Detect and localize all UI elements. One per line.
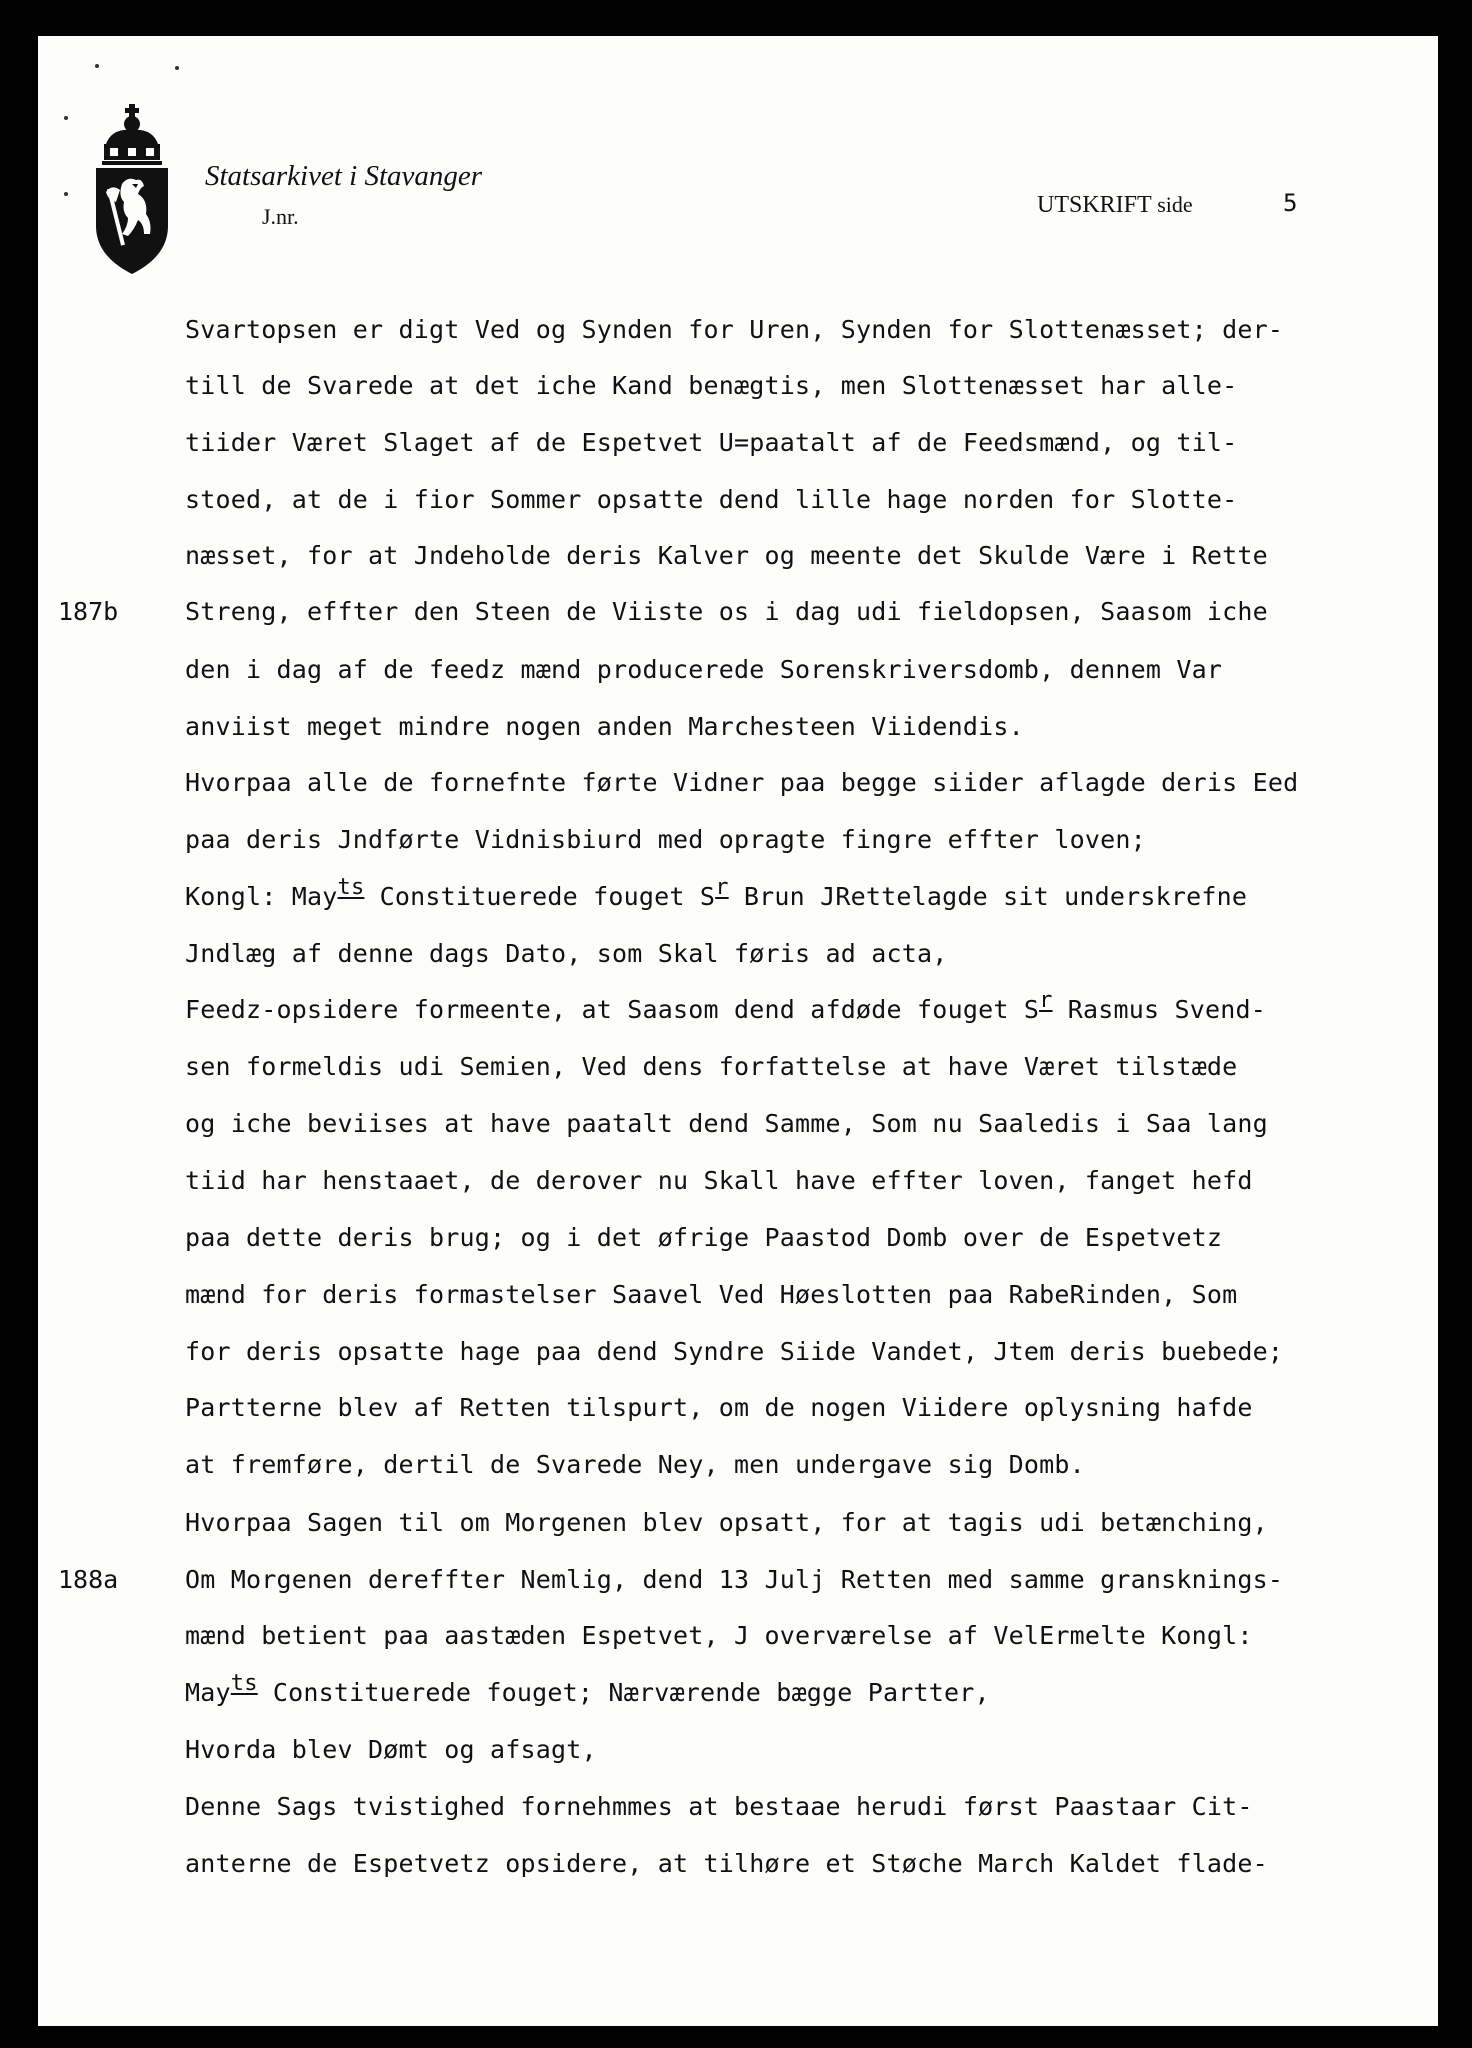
scan-speck (95, 64, 99, 68)
text-line (185, 1671, 990, 1710)
text-line: sen formeldis udi Semien, Ved dens forfattelse at have Været tilstæde (185, 1052, 1238, 1081)
text-line (185, 875, 1248, 914)
text-line: Streng, effter den Steen de Viiste os i dag udi fieldopsen, Saasom iche (185, 597, 1268, 626)
superscript-abbreviation: r (1039, 988, 1053, 1013)
text-fragment: Constituerede fouget; Nærværende bægge Partter, (257, 1678, 990, 1707)
text-line: Partterne blev af Retten tilspurt, om de nogen Viidere oplysning hafde (185, 1393, 1253, 1422)
margin-folio-note: 188a (58, 1565, 119, 1594)
text-line: den i dag af de feedz mænd producerede Sorenskriversdomb, dennem Var (185, 655, 1223, 684)
text-line: Svartopsen er digt Ved og Synden for Uren, Synden for Slottenæsset; der- (185, 315, 1284, 344)
extract-label (1037, 192, 1193, 219)
text-line: anviist meget mindre nogen anden Marchesteen Viidendis. (185, 712, 1024, 741)
superscript-abbreviation: ts (230, 1671, 258, 1696)
text-line: Denne Sags tvistighed fornehmmes at bestaae herudi først Paastaar Cit- (185, 1792, 1253, 1821)
text-line (185, 988, 1267, 1027)
page-number: 5 (1283, 189, 1298, 217)
superscript-abbreviation: ts (337, 875, 365, 900)
page-word: side (1157, 192, 1193, 217)
text-line: paa deris Jndførte Vidnisbiurd med opragte fingre effter loven; (185, 825, 1146, 854)
text-line: mænd for deris formastelser Saavel Ved Høeslotten paa RabeRinden, Som (185, 1280, 1238, 1309)
text-line: næsset, for at Jndeholde deris Kalver og meente det Skulde Være i Rette (185, 541, 1268, 570)
text-line: at fremføre, dertil de Svarede Ney, men undergave sig Domb. (185, 1450, 1085, 1479)
text-fragment: Kongl: May (185, 882, 338, 911)
extract-word: UTSKRIFT (1037, 192, 1152, 218)
text-fragment: May (185, 1678, 231, 1707)
text-line: mænd betient paa aastæden Espetvet, J overværelse af VelErmelte Kongl: (185, 1621, 1253, 1650)
text-line: og iche beviises at have paatalt dend Samme, Som nu Saaledis i Saa lang (185, 1109, 1268, 1138)
text-line: Jndlæg af denne dags Dato, som Skal føris ad acta, (185, 939, 948, 968)
text-fragment: Brun JRettelagde sit underskrefne (728, 882, 1248, 911)
margin-folio-note: 187b (58, 597, 119, 626)
text-line: tiider Været Slaget af de Espetvet U=paatalt af de Feedsmænd, og til- (185, 428, 1238, 457)
text-line: till de Svarede at det iche Kand benægtis, men Slottenæsset har alle- (185, 371, 1238, 400)
text-fragment: Rasmus Svend- (1052, 995, 1267, 1024)
text-fragment: Feedz-opsidere formeente, at Saasom dend afdøde fouget S (185, 995, 1040, 1024)
text-line: Hvorpaa Sagen til om Morgenen blev opsatt, for at tagis udi betænching, (185, 1508, 1268, 1537)
text-line: for deris opsatte hage paa dend Syndre Siide Vandet, Jtem deris buebede; (185, 1337, 1284, 1366)
archive-name: Statsarkivet i Stavanger (205, 160, 483, 192)
scan-speck (175, 66, 179, 70)
text-line: stoed, at de i fior Sommer opsatte dend lille hage norden for Slotte- (185, 485, 1238, 514)
text-line: Om Morgenen dereffter Nemlig, dend 13 Julj Retten med samme gransknings- (185, 1565, 1284, 1594)
text-fragment: Constituerede fouget S (364, 882, 716, 911)
norwegian-coat-of-arms-icon (92, 104, 172, 276)
text-line: tiid har henstaaet, de derover nu Skall have effter loven, fanget hefd (185, 1166, 1253, 1195)
scan-speck (64, 192, 68, 196)
text-line: anterne de Espetvetz opsidere, at tilhøre et Støche March Kaldet flade- (185, 1849, 1268, 1878)
text-line: paa dette deris brug; og i det øfrige Paastod Domb over de Espetvetz (185, 1223, 1223, 1252)
superscript-abbreviation: r (715, 875, 729, 900)
text-line: Hvorpaa alle de fornefnte førte Vidner paa begge siider aflagde deris Eed (185, 768, 1299, 797)
scan-speck (64, 116, 68, 120)
text-line: Hvorda blev Dømt og afsagt, (185, 1735, 597, 1764)
journal-number-label: J.nr. (262, 204, 299, 229)
